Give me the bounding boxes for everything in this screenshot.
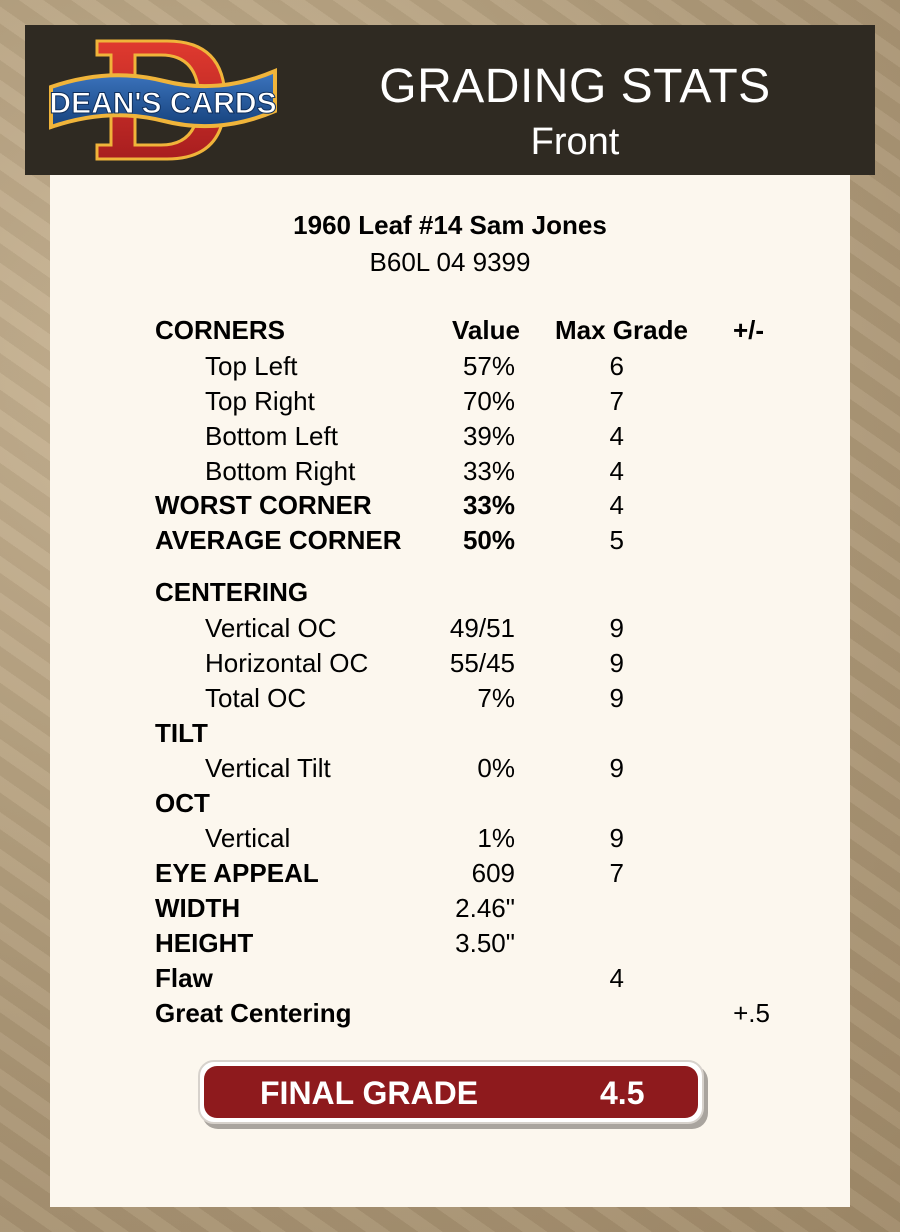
row-label: HEIGHT [155, 928, 254, 958]
row-vertical-oc [50, 613, 850, 648]
row-label: Bottom Left [205, 421, 338, 451]
row-flaw [50, 963, 850, 998]
row-max-grade: 9 [609, 683, 624, 713]
row-max-grade: 4 [609, 490, 624, 520]
row-label: WORST CORNER [155, 490, 372, 520]
row-top-left [50, 351, 850, 386]
row-vertical-tilt [50, 753, 850, 788]
header-title: GRADING STATS [379, 60, 771, 113]
row-max-grade: 7 [609, 858, 624, 888]
row-label: AVERAGE CORNER [155, 525, 402, 555]
row-width [50, 893, 850, 928]
deans-cards-logo [49, 37, 279, 163]
row-horizontal-oc [50, 648, 850, 683]
row-label: EYE APPEAL [155, 858, 319, 888]
row-value: 7% [477, 683, 515, 713]
row-value: 49/51 [449, 613, 515, 643]
row-value: 70% [462, 386, 515, 416]
row-label: Bottom Right [205, 456, 356, 486]
final-grade-bar [204, 1066, 698, 1118]
row-value: 55/45 [449, 648, 515, 678]
row-oct-header [50, 788, 850, 823]
row-label: Vertical [205, 823, 291, 853]
row-label: Top Left [205, 351, 298, 381]
row-label: Vertical Tilt [205, 753, 331, 783]
row-max-grade: 9 [609, 613, 624, 643]
column-header-value: Value [452, 315, 520, 345]
row-height [50, 928, 850, 963]
grading-panel [50, 175, 850, 1207]
row-label: Top Right [205, 386, 315, 416]
row-worst-corner [50, 490, 850, 525]
section-label-oct: OCT [155, 788, 210, 818]
row-label: Great Centering [155, 998, 352, 1028]
row-max-grade: 9 [609, 753, 624, 783]
row-value: 57% [462, 351, 515, 381]
row-oct-vertical [50, 823, 850, 858]
row-value: 33% [462, 490, 515, 520]
row-value: 2.46" [455, 893, 515, 923]
row-great-centering [50, 998, 850, 1033]
row-max-grade: 4 [609, 456, 624, 486]
row-max-grade: 6 [609, 351, 624, 381]
section-label-centering: CENTERING [155, 577, 309, 607]
svg-text:DEAN'S CARDS: DEAN'S CARDS [49, 87, 277, 120]
row-max-grade: 4 [609, 421, 624, 451]
cert-number: B60L 04 9399 [369, 247, 531, 277]
row-max-grade: 5 [609, 525, 624, 555]
section-label-corners: CORNERS [155, 315, 286, 345]
row-value: 50% [462, 525, 515, 555]
final-grade-value: 4.5 [600, 1075, 645, 1111]
row-max-grade: 7 [609, 386, 624, 416]
row-label: Total OC [205, 683, 307, 713]
section-label-tilt: TILT [155, 718, 208, 748]
final-grade-box [198, 1060, 704, 1124]
row-max-grade: 9 [609, 648, 624, 678]
row-value: 609 [471, 858, 515, 888]
row-average-corner [50, 525, 850, 560]
column-header-max-grade: Max Grade [555, 315, 688, 345]
row-value: 39% [462, 421, 515, 451]
card-name: 1960 Leaf #14 Sam Jones [293, 210, 607, 240]
row-max-grade: 9 [609, 823, 624, 853]
header-subtitle: Front [530, 121, 620, 163]
row-adjustment: +.5 [733, 998, 770, 1028]
row-label: WIDTH [155, 893, 241, 923]
row-centering-header [50, 577, 850, 612]
row-total-oc [50, 683, 850, 718]
row-value: 0% [477, 753, 515, 783]
final-grade-label: FINAL GRADE [260, 1075, 479, 1111]
row-label: Vertical OC [205, 613, 337, 643]
row-value: 33% [462, 456, 515, 486]
row-label: Flaw [155, 963, 213, 993]
header-bar [25, 25, 875, 175]
row-bottom-right [50, 456, 850, 491]
row-top-right [50, 386, 850, 421]
row-value: 3.50" [455, 928, 515, 958]
row-tilt-header [50, 718, 850, 753]
column-header-plus-minus: +/- [733, 315, 765, 345]
row-max-grade: 4 [609, 963, 624, 993]
row-value: 1% [477, 823, 515, 853]
row-eye-appeal [50, 858, 850, 893]
row-label: Horizontal OC [205, 648, 369, 678]
row-bottom-left [50, 421, 850, 456]
corners-header-row [50, 315, 850, 350]
